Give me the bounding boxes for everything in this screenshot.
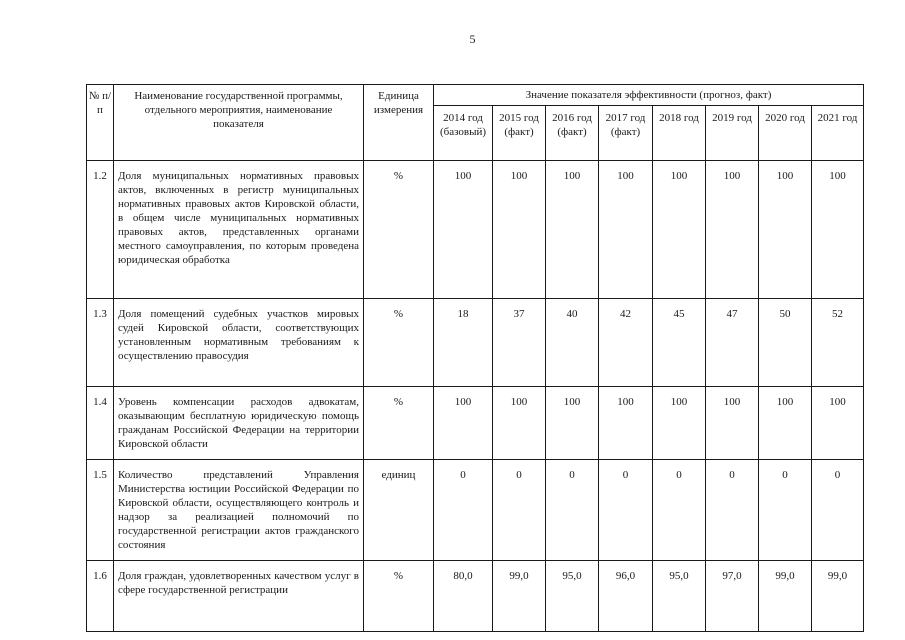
value-2017: 0 [599,460,653,561]
value-2019: 100 [706,387,759,460]
indicator-name: Доля граждан, удовлетворенных качеством услуг в сфере государственной регистрации [114,561,364,632]
indicator-unit: % [364,561,434,632]
header-year: 2016 год (факт) [546,106,599,161]
value-2014: 100 [434,387,493,460]
value-2020: 0 [759,460,812,561]
value-2020: 99,0 [759,561,812,632]
value-2016: 100 [546,161,599,299]
table-row [87,460,864,561]
table-row [87,299,864,387]
header-year: 2015 год (факт) [493,106,546,161]
header-year: 2020 год [759,106,812,161]
value-2021: 0 [812,460,864,561]
header-unit: Единица измерения [364,85,434,161]
table-row [87,387,864,460]
value-2020: 100 [759,387,812,460]
value-2020: 50 [759,299,812,387]
value-2016: 95,0 [546,561,599,632]
indicator-name: Уровень компенсации расходов адвокатам, оказывающим бесплатную юридическую помощь гражданам Российской Федерации на территории Кировской области [114,387,364,460]
header-year: 2021 год [812,106,864,161]
value-2017: 42 [599,299,653,387]
indicators-table [86,84,864,632]
indicator-unit: % [364,161,434,299]
header-row [87,85,864,106]
row-number: 1.4 [87,387,114,460]
table-row [87,561,864,632]
value-2016: 0 [546,460,599,561]
value-2021: 100 [812,161,864,299]
value-2014: 80,0 [434,561,493,632]
value-2021: 99,0 [812,561,864,632]
header-year: 2018 год [653,106,706,161]
indicator-name: Доля муниципальных нормативных правовых актов, включенных в регистр муниципальных нормативных правовых актов Кировской области, в общем числе муниципальных нормативных правовых актов, представленных органами местного самоуправления, по которым проведена юридическая обработка [114,161,364,299]
header-num: № п/п [87,85,114,161]
value-2016: 100 [546,387,599,460]
value-2015: 100 [493,387,546,460]
value-2014: 0 [434,460,493,561]
value-2021: 100 [812,387,864,460]
value-2018: 0 [653,460,706,561]
header-values-group: Значение показателя эффективности (прогноз, факт) [434,85,864,106]
value-2019: 0 [706,460,759,561]
value-2017: 100 [599,161,653,299]
value-2016: 40 [546,299,599,387]
value-2020: 100 [759,161,812,299]
value-2017: 96,0 [599,561,653,632]
row-number: 1.5 [87,460,114,561]
page-number: 5 [469,32,476,46]
value-2015: 100 [493,161,546,299]
indicator-unit: единиц [364,460,434,561]
value-2019: 97,0 [706,561,759,632]
row-number: 1.6 [87,561,114,632]
indicator-unit: % [364,387,434,460]
header-year: 2014 год (базовый) [434,106,493,161]
value-2014: 18 [434,299,493,387]
value-2019: 100 [706,161,759,299]
value-2018: 95,0 [653,561,706,632]
indicator-unit: % [364,299,434,387]
row-number: 1.3 [87,299,114,387]
row-number: 1.2 [87,161,114,299]
header-year: 2017 год (факт) [599,106,653,161]
header-year: 2019 год [706,106,759,161]
value-2018: 100 [653,387,706,460]
value-2014: 100 [434,161,493,299]
value-2018: 45 [653,299,706,387]
value-2015: 99,0 [493,561,546,632]
table-row [87,161,864,299]
value-2018: 100 [653,161,706,299]
indicator-name: Количество представлений Управления Министерства юстиции Российской Федерации по Кировской области, осуществляющего контроль и надзор за реализацией полномочий по государственной регистрации актов гражданского состояния [114,460,364,561]
indicator-name: Доля помещений судебных участков мировых судей Кировской области, соответствующих установленным нормативным требованиям к осуществлению правосудия [114,299,364,387]
header-name: Наименование государственной программы, отдельного мероприятия, наименование показателя [114,85,364,161]
value-2015: 0 [493,460,546,561]
value-2019: 47 [706,299,759,387]
value-2015: 37 [493,299,546,387]
value-2017: 100 [599,387,653,460]
value-2021: 52 [812,299,864,387]
